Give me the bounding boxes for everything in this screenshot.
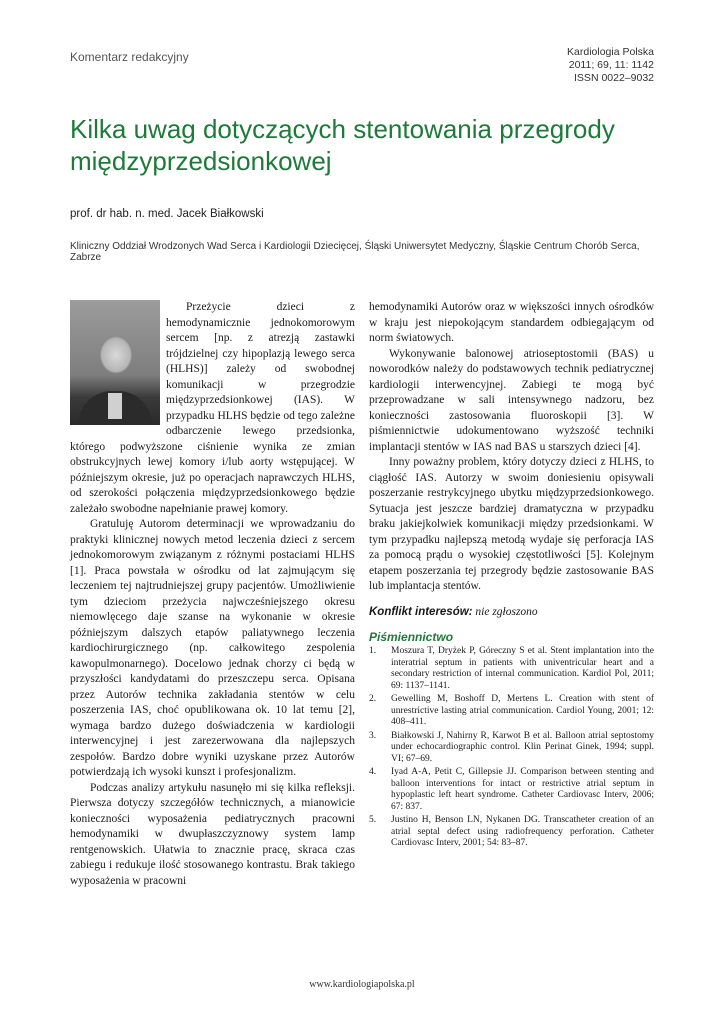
paragraph: Gratuluję Autorom determinacji we wprowadzaniu do praktyki klinicznej nowych metod leczenia dzieci z sercem jednokomorowym związanym z różnymi postaciami HLHS [1]. Praca powstała w ośrodku od lat zajmującym się leczeniem tej najtrudniejszej grupy pacjentów. Umożliwienie tym dzieciom przeżycia najwcześniejszego okresu niemowlęcego daje szanse na wykonanie w okresie późniejszym dalszych etapów paliatywnego leczenia kardiochirurgicznego (np. całkowitego zespolenia kawopulmonarnego). Docelowo jednak chorzy ci będą w przyszłości kandydatami do przeszczepu serca. Opisana przez Autorów technika zakładania stentów w celu poszerzenia IAS, choć opublikowana ok. 10 lat temu [2], wymaga bardzo dużego doświadczenia w kardiologii interwencyjnej i jest zarezerwowana dla najlepszych zespołów. Bardzo dobre wyniki uzyskane przez Autorów potwierdzają ich wysoki kunszt i profesjonalizm.: [70, 518, 355, 778]
footer-url[interactable]: www.kardiologiapolska.pl: [309, 979, 415, 990]
references-list: [369, 646, 654, 850]
reference-item: [369, 767, 654, 813]
references-heading: Piśmiennictwo: [369, 630, 454, 644]
reference-number: 1.: [369, 646, 377, 656]
reference-text: Gewelling M, Boshoff D, Mertens L. Creation with stent of unrestrictive lasting atrial communication. Cardiol Young, 2001; 12: 408–411.: [391, 694, 654, 727]
article-title: Kilka uwag dotyczących stentowania przegrody międzyprzedsionkowej: [70, 114, 615, 176]
reference-text: Iyad A-A, Petit C, Gillepsie JJ. Comparison between stenting and balloon interventions for intact or restrictive atrial septum in hypoplastic left heart syndrome. Catheter Cardiovasc Interv, 2006; 67: 837.: [391, 767, 654, 812]
left-column: [70, 300, 355, 889]
paragraph: hemodynamiki Autorów oraz w większości innych ośrodków w kraju jest niepokojącym standardem odbiegającym od norm światowych.: [369, 301, 654, 344]
reference-text: Moszura T, Dryżek P, Góreczny S et al. Stent implantation into the interatrial septum in patients with univentricular heart and a secondary restriction of internal communication. Kardiol Pol, 2011; 69: 1137–1141.: [391, 646, 654, 691]
journal-name: Kardiologia Polska: [567, 46, 654, 58]
reference-item: [369, 694, 654, 729]
paragraph: Wykonywanie balonowej atrioseptostomii (BAS) u noworodków należy do podstawowych technik pediatrycznej kardiologii interwencyjnej. Zabiegi te mogą być przeprowadzane w sali intensywnego nadzoru, bez konieczności zastosowania fluoroskopii [3]. W piśmiennictwie udokumentowano wyższość techniki implantacji stentów w IAS nad BAS u starszych dzieci [4].: [369, 347, 654, 453]
reference-number: 4.: [369, 767, 377, 777]
paragraph: Inny poważny problem, który dotyczy dzieci z HLHS, to ciągłość IAS. Autorzy w swoim doniesieniu opisywali poszerzanie restrykcyjnego ubytku międzyprzedsionkowego. Sytuacja jest jeszcze bardziej dramatyczna w przypadku braku jakiejkolwiek komunikacji między przedsionkami. W tym przypadku najlepszą metodą wydaje się perforacja IAS za pomocą prądu o wysokiej częstotliwości [5]. Kolejnym etapem poszerzania tej przegrody będzie zastosowanie BAS lub implantacja stentów.: [369, 456, 654, 592]
reference-number: 5.: [369, 815, 377, 825]
paragraph: Podczas analizy artykułu nasunęło mi się kilka refleksji. Pierwsza dotyczy szczegółów technicznych, a mianowicie konieczności wyposażenia pediatrycznych pracowni hemodynamiki w dwupłaszczyznowy system lamp rentgenowskich. Ułatwia to znacznie pracę, skraca czas zabiegu i redukuje ilość stosowanego kontrastu. Brak takiego wyposażenia w pracowni: [70, 781, 355, 887]
conflict-value: nie zgłoszono: [475, 605, 538, 618]
reference-number: 3.: [369, 730, 377, 741]
section-label: Komentarz redakcyjny: [70, 50, 189, 64]
reference-item: [369, 646, 654, 692]
reference-number: 2.: [369, 694, 377, 704]
author-name: prof. dr hab. n. med. Jacek Białkowski: [70, 208, 264, 220]
conflict-of-interest: [369, 605, 654, 621]
conflict-label: Konflikt interesów:: [369, 605, 473, 618]
journal-issn: ISSN 0022–9032: [574, 72, 654, 84]
reference-text: Justino H, Benson LN, Nykanen DG. Transcatheter creation of an atrial septal defect using radiofrequency perforation. Catheter Cardiovasc Interv, 2001; 54: 83–87.: [391, 815, 654, 848]
author-affiliation: Kliniczny Oddział Wrodzonych Wad Serca i Kardiologii Dziecięcej, Śląski Uniwersytet Medyczny, Śląskie Centrum Chorób Serca, Zabrze: [70, 241, 640, 263]
photo-spacer: [70, 300, 166, 425]
reference-item: [369, 731, 654, 766]
right-column: [369, 300, 654, 852]
journal-info: [567, 46, 654, 85]
journal-issue: 2011; 69, 11: 1142: [568, 59, 654, 71]
reference-text: Białkowski J, Nahirny R, Karwot B et al. Balloon atrial septostomy under echocardiographic control. Klin Perinat Ginek, 1994; suppl. VI; 67–69.: [391, 730, 654, 764]
paragraph: Przeżycie dzieci z hemodynamicznie jednokomorowym sercem [np. z atrezją zastawki trójdzielnej czy hipoplazją lewego serca (HLHS)] zależy od swobodnej komunikacji w przegrodzie międzyprzedsionkowej (IAS). W przypadku HLHS będzie od tego zależne odbarczenie lewego przedsionka, którego podwyższone ciśnienie wynika ze zmian obstrukcyjnych lewej komory i/lub aorty wstępującej. W późniejszym okresie, już po operacjach naprawczych HLHS, od szerokości połączenia międzyprzedsionkowego będzie zależało swobodne napełnianie prawej komory.: [70, 301, 355, 515]
reference-item: [369, 815, 654, 850]
